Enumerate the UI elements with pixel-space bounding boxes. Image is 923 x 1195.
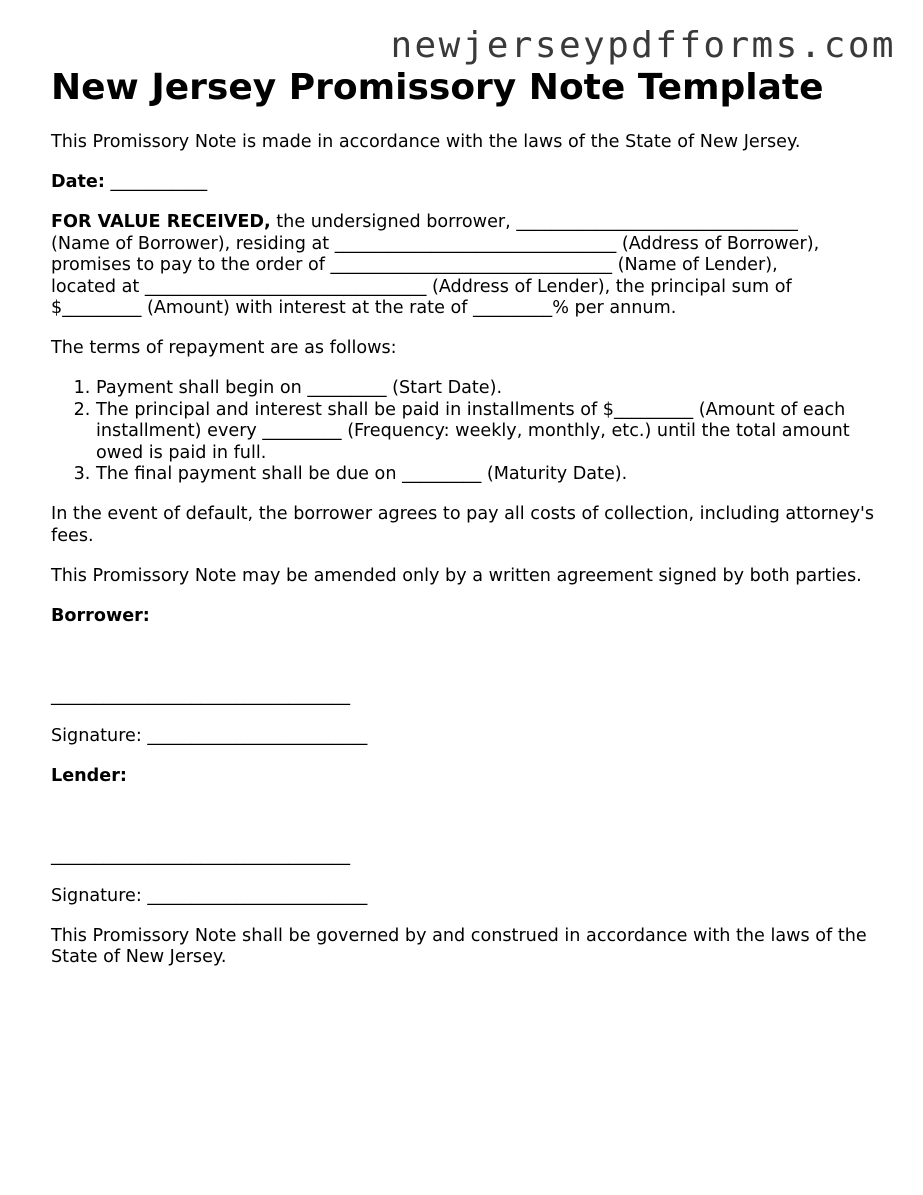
terms-intro: The terms of repayment are as follows:: [51, 338, 397, 358]
term-item: 1. Payment shall begin on _________ (Start Date).: [96, 378, 881, 400]
value-received-line-5: $_________ (Amount) with interest at the rate of _________% per annum.: [51, 298, 677, 318]
borrower-heading-text: Borrower:: [51, 605, 150, 626]
intro-paragraph: This Promissory Note is made in accordance with the laws of the State of New Jersey.: [51, 132, 801, 152]
value-received-line-2: (Name of Borrower), residing at ________________________________ (Address of Borrower),: [51, 233, 820, 254]
value-received-line-1: the undersigned borrower, ________________________________: [270, 212, 798, 232]
value-received-line-4: located at ________________________________ (Address of Lender), the principal sum of: [51, 276, 792, 297]
governing-law-clause: This Promissory Note shall be governed by and construed in accordance with the laws of the State of New Jersey.: [51, 925, 867, 967]
value-received-line-3: promises to pay to the order of ________________________________ (Name of Lender),: [51, 255, 778, 275]
document-title: New Jersey Promissory Note Template: [51, 67, 824, 108]
value-received-paragraph: [51, 212, 881, 320]
borrower-name-line: __________________________________: [51, 685, 351, 706]
lender-signature-line: Signature: _________________________: [51, 885, 368, 906]
spacer: [51, 806, 881, 828]
date-label: Date:: [51, 172, 105, 192]
document-page: [51, 66, 881, 987]
amend-clause: This Promissory Note may be amended only by a written agreement signed by both parties.: [51, 565, 862, 586]
lender-name-line: __________________________________: [51, 845, 351, 866]
lender-heading: [51, 766, 881, 788]
date-field: [51, 172, 881, 194]
terms-list: [51, 378, 881, 486]
borrower-heading: [51, 606, 881, 628]
lender-heading-text: Lender:: [51, 765, 127, 786]
spacer: [51, 646, 881, 668]
term-item: 3. The final payment shall be due on _________ (Maturity Date).: [96, 464, 881, 486]
value-received-bold: FOR VALUE RECEIVED,: [51, 212, 271, 232]
term-item: 2. The principal and interest shall be paid in installments of $_________ (Amount of each installment) every _________ (Frequency: weekly, monthly, etc.) until the total amount owed is paid in full.: [96, 400, 881, 465]
watermark: newjerseypdfforms.com: [390, 25, 896, 66]
borrower-signature-line: Signature: _________________________: [51, 725, 368, 746]
default-clause: In the event of default, the borrower agrees to pay all costs of collection, including attorney's fees.: [51, 504, 875, 546]
date-blank: ___________: [104, 172, 208, 192]
